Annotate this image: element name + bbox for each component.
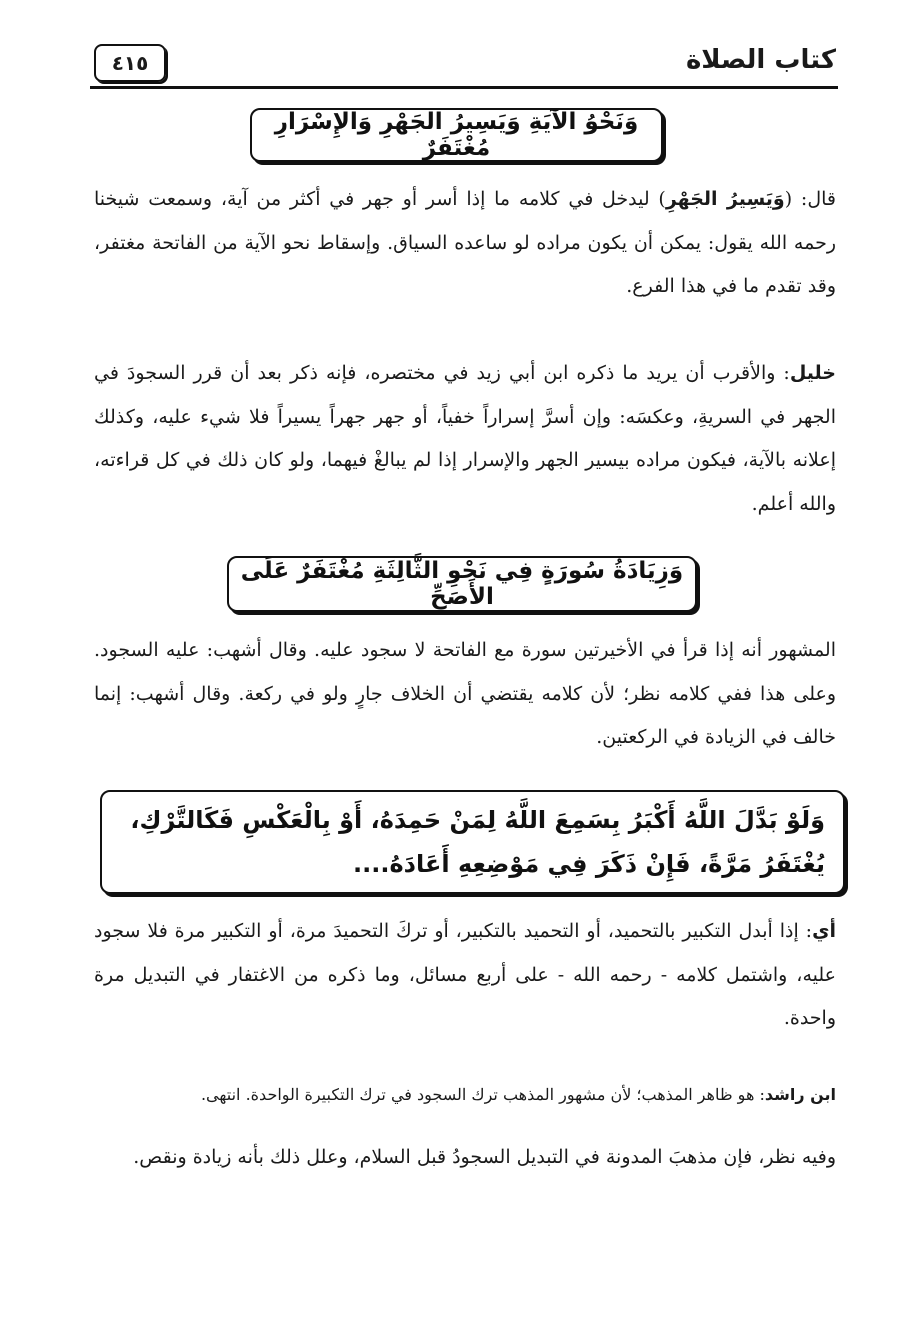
page-number: ٤١٥ — [94, 44, 166, 82]
paragraph-5-text: : هو ظاهر المذهب؛ لأن مشهور المذهب ترك السجود في ترك التكبيرة الواحدة. انتهى. — [200, 1085, 765, 1104]
verse-text-1: وَنَحْوُ الآيَةِ وَيَسِيرُ الجَهْرِ وَالإِسْرَارِ مُغْتَفَرٌ — [274, 109, 639, 161]
paragraph-2-author: خليل — [789, 362, 836, 384]
verse-box-2 — [227, 556, 697, 612]
verse-box-3 — [100, 790, 845, 894]
paragraph-1-quote: وَيَسِيرُ الجَهْرِ — [665, 188, 785, 210]
header-rule — [90, 86, 838, 89]
book-title: كتاب الصلاة — [685, 45, 836, 75]
commentary-paragraph-2 — [94, 352, 836, 526]
commentary-paragraph-3 — [94, 629, 836, 760]
commentary-paragraph-1 — [94, 178, 836, 309]
verse-text-3: وَلَوْ بَدَّلَ اللَّهُ أَكْبَرُ بِسَمِعَ اللَّهُ لِمَنْ حَمِدَهُ، أَوْ بِالْعَكْسِ فَكَالتَّرْكِ، يُغْتَفَرُ مَرَّةً، فَإِنْ ذَكَرَ فِي مَوْضِعِهِ أَعَادَهُ.... — [130, 806, 825, 878]
verse-box-1 — [250, 108, 663, 162]
paragraph-4-lead: أي — [812, 920, 836, 942]
paragraph-3-text: المشهور أنه إذا قرأ في الأخيرتين سورة مع الفاتحة لا سجود عليه. وقال أشهب: عليه السجود. وعلى هذا ففي كلامه نظر؛ لأن كلامه يقتضي أن الخلاف جارٍ ولو في ركعة. وقال أشهب: إنما خالف في الزيادة في الركعتين. — [94, 639, 836, 748]
commentary-paragraph-6 — [94, 1136, 836, 1180]
paragraph-1-lead: قال: ( — [784, 188, 837, 210]
verse-text-2: وَزِيَادَةُ سُورَةٍ فِي نَحْوِ الثَّالِثَةِ مُغْتَفَرٌ عَلَى الأَصَحِّ — [240, 558, 684, 610]
running-header — [90, 40, 836, 90]
paragraph-5-author: ابن راشد — [764, 1085, 836, 1104]
paragraph-2-text: : والأقرب أن يريد ما ذكره ابن أبي زيد في مختصره، فإنه ذكر بعد أن قرر السجودَ في الجهر في السريةِ، وعكسَه: وإن أسرَّ إسراراً خفياً، أو جهر جهراً يسيراً فلا شيء عليه، وكذلك إعلانه بالآية، فيكون مراده بيسير الجهر والإسرار إذا لم يبالغْ فيهما، ولو كان ذلك في كل قراءته، والله أعلم. — [94, 362, 836, 515]
paragraph-6-text: وفيه نظر، فإن مذهبَ المدونة في التبديل السجودُ قبل السلام، وعلل ذلك بأنه زيادة ونقص. — [133, 1146, 836, 1168]
commentary-paragraph-5 — [94, 1082, 836, 1108]
commentary-paragraph-4 — [94, 910, 836, 1041]
paragraph-4-text: : إذا أبدل التكبير بالتحميد، أو التحميد بالتكبير، أو تركَ التحميدَ مرة، أو التكبير مرة فلا سجود عليه، واشتمل كلامه - رحمه الله - على أربع مسائل، وما ذكره من الاغتفار في التبديل مرة واحدة. — [94, 920, 836, 1029]
paragraph-1-text: ) ليدخل في كلامه ما إذا أسر أو جهر في أكثر من آية، وسمعت شيخنا رحمه الله يقول: يمكن أن يكون مراده لو ساعده السياق. وإسقاط نحو الآية من الفاتحة مغتفر، وقد تقدم ما في هذا الفرع. — [94, 188, 836, 297]
